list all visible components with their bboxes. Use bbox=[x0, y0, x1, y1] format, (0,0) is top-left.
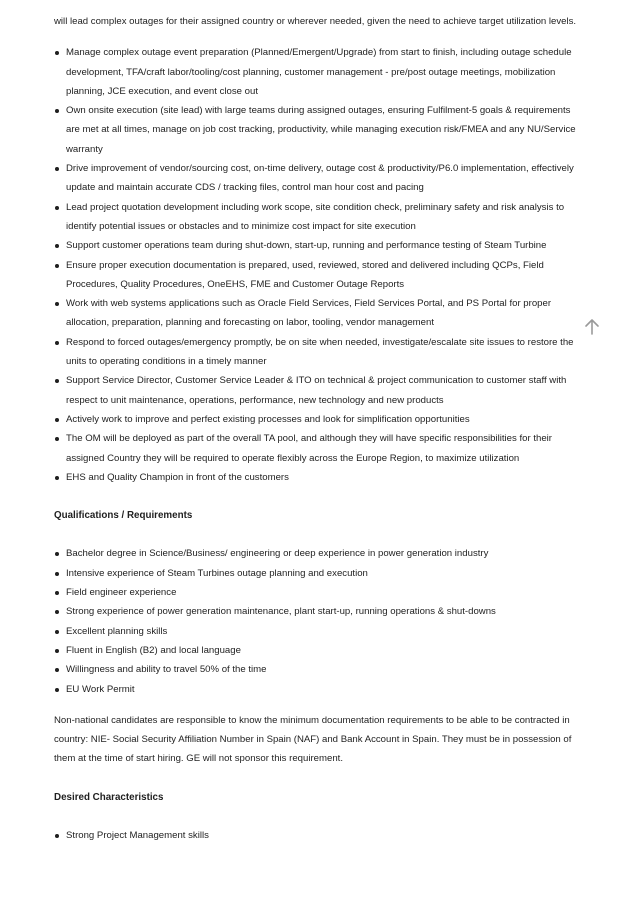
intro-paragraph: will lead complex outages for their assigned country or wherever needed, given the need to achieve target utilization levels. bbox=[54, 16, 577, 27]
list-item: Field engineer experience bbox=[54, 583, 584, 602]
list-item: Excellent planning skills bbox=[54, 622, 584, 641]
list-item: Willingness and ability to travel 50% of the time bbox=[54, 660, 584, 679]
list-item: Manage complex outage event preparation (Planned/Emergent/Upgrade) from start to finish, including outage schedule development, TFA/craft labor/tooling/cost planning, customer management - pre/post outage meetings, mobilization planning, JCE execution, and event close out bbox=[54, 43, 584, 101]
list-item: Strong Project Management skills bbox=[54, 826, 584, 845]
list-item: Lead project quotation development including work scope, site condition check, preliminary safety and risk analysis to identify potential issues or obstacles and to minimize cost impact for site execution bbox=[54, 198, 584, 237]
list-item: Own onsite execution (site lead) with large teams during assigned outages, ensuring Fulfilment-5 goals & requirements are met at all times, manage on job cost tracking, productivity, while managing execution risk/FMEA and any NU/Service warranty bbox=[54, 101, 584, 159]
list-item: Strong experience of power generation maintenance, plant start-up, running operations & shut-downs bbox=[54, 602, 584, 621]
qualifications-heading: Qualifications / Requirements bbox=[54, 510, 193, 522]
list-item: Work with web systems applications such as Oracle Field Services, Field Services Portal, and PS Portal for proper allocation, preparation, planning and forecasting on labor, tooling, vendor management bbox=[54, 294, 584, 333]
desired-heading: Desired Characteristics bbox=[54, 791, 164, 803]
list-item: Fluent in English (B2) and local language bbox=[54, 641, 584, 660]
list-item: EHS and Quality Champion in front of the customers bbox=[54, 468, 584, 487]
list-item: Ensure proper execution documentation is prepared, used, reviewed, stored and delivered including QCPs, Field Procedures, Quality Procedures, OneEHS, FME and Customer Outage Reports bbox=[54, 256, 584, 295]
list-item: EU Work Permit bbox=[54, 680, 584, 699]
qualifications-list bbox=[54, 544, 584, 698]
list-item: The OM will be deployed as part of the overall TA pool, and although they will have specific responsibilities for their assigned Country they will be required to operate flexibly across the Europe Region, to maximize utilization bbox=[54, 429, 584, 468]
list-item: Drive improvement of vendor/sourcing cost, on-time delivery, outage cost & productivity/P6.0 implementation, effectively update and maintain accurate CDS / tracking files, control man hour cost and pacing bbox=[54, 159, 584, 198]
list-item: Actively work to improve and perfect existing processes and look for simplification opportunities bbox=[54, 410, 584, 429]
document-body bbox=[54, 12, 584, 845]
desired-list bbox=[54, 826, 584, 845]
list-item: Support customer operations team during shut-down, start-up, running and performance testing of Steam Turbine bbox=[54, 236, 584, 255]
list-item: Intensive experience of Steam Turbines outage planning and execution bbox=[54, 564, 584, 583]
list-item: Respond to forced outages/emergency promptly, be on site when needed, investigate/escalate site issues to restore the units to operating conditions in a timely manner bbox=[54, 333, 584, 372]
list-item: Support Service Director, Customer Service Leader & ITO on technical & project communication to customer staff with respect to unit maintenance, operations, performance, new technology and new products bbox=[54, 371, 584, 410]
documentation-note: Non-national candidates are responsible to know the minimum documentation requirements to be able to be contracted in country: NIE- Social Security Affiliation Number in Spain (NAF) and Bank Account in Spain. They must be in possession of them at the time of start hiring. GE will not sponsor this requirement. bbox=[54, 714, 572, 765]
arrow-up-icon[interactable] bbox=[583, 318, 601, 336]
responsibilities-list bbox=[54, 43, 584, 487]
list-item: Bachelor degree in Science/Business/ engineering or deep experience in power generation industry bbox=[54, 544, 584, 563]
